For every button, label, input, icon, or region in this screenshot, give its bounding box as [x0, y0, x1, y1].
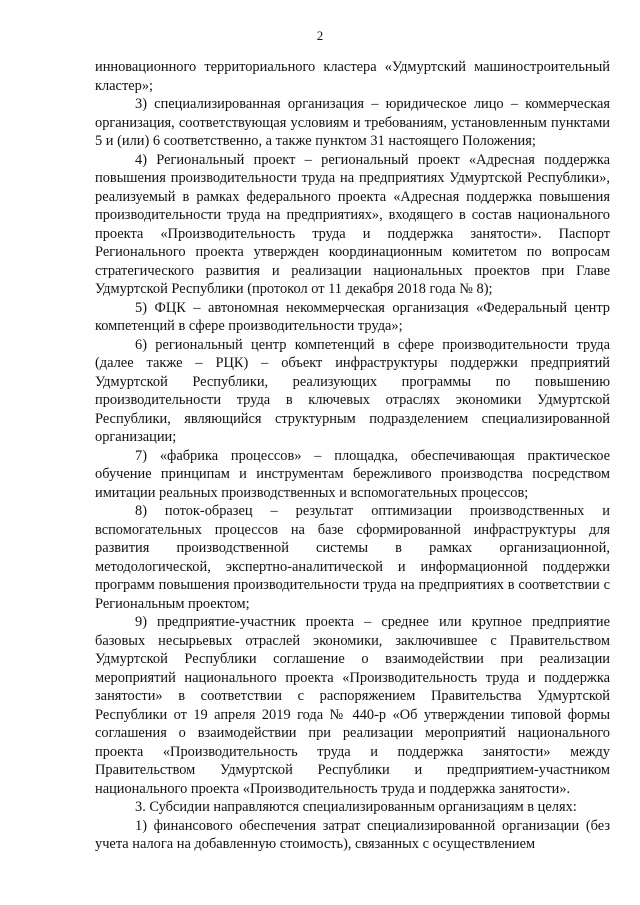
paragraph-cluster-continuation: инновационного территориального кластера «Удмуртский машиностроительный кластер»; [95, 59, 610, 94]
paragraph-item-9: 9) предприятие-участник проекта – среднее или крупное предприятие базовых несырьевых отраслей экономики, заключившее с Правительством Удмуртской Республики соглашение о взаимодействии при реализации мероприятий национального проекта «Производительность труда и поддержка занятости» в соответствии с распоряжением Правительства Удмуртской Республики от 19 апреля 2019 года № 440-р «Об утверждении типовой формы соглашения о взаимодействии при реализации мероприятий национального проекта «Производительность труда и поддержка занятости» между Правительством Удмуртской Республики и предприятием-участником национального проекта «Производительность труда и поддержка занятости». [95, 614, 610, 797]
paragraph-item-4: 4) Региональный проект – региональный проект «Адресная поддержка повышения производительности труда на предприятиях Удмуртской Республики», реализуемый в рамках федерального проекта «Адресная поддержка повышения производительности труда на предприятиях», входящего в состав национального проекта «Производительность труда и поддержка занятости». Паспорт Регионального проекта утвержден координационным комитетом по вопросам стратегического развития и реализации национальных проектов при Главе Удмуртской Республики (протокол от 11 декабря 2018 года № 8); [95, 151, 610, 297]
paragraph-item-8: 8) поток-образец – результат оптимизации производственных и вспомогательных процессов на базе сформированной инфраструктуры для развития производственной системы в рамках организационной, методологической, экспертно-аналитической и информационной поддержки программ повышения производительности труда на предприятиях в соответствии с Региональным проектом; [95, 503, 610, 612]
paragraph-item-6: 6) региональный центр компетенций в сфере производительности труда (далее также – РЦК) – объект инфраструктуры поддержки предприятий Удмуртской Республики, реализующих программы по повышению производительности труда в ключевых отраслях экономики Удмуртской Республики, являющийся структурным подразделением специализированной организации; [95, 336, 610, 445]
page-number: 2 [316, 28, 324, 43]
paragraph-item-5: 5) ФЦК – автономная некоммерческая организация «Федеральный центр компетенций в сфере производительности труда»; [95, 299, 610, 334]
paragraph-subitem-1: 1) финансового обеспечения затрат специализированной организации (без учета налога на добавленную стоимость), связанных с осуществлением [95, 817, 610, 852]
paragraph-item-3: 3) специализированная организация – юридическое лицо – коммерческая организация, соответствующая условиям и требованиям, установленным пунктами 5 и (или) 6 соответственно, а также пунктом 31 настоящего Положения; [95, 96, 610, 149]
paragraph-section-3: 3. Субсидии направляются специализированным организациям в целях: [135, 799, 577, 815]
paragraph-item-7: 7) «фабрика процессов» – площадка, обеспечивающая практическое обучение принципам и инструментам бережливого производства посредством имитации реальных производственных и вспомогательных процессов; [95, 447, 610, 501]
document-body [95, 58, 610, 854]
